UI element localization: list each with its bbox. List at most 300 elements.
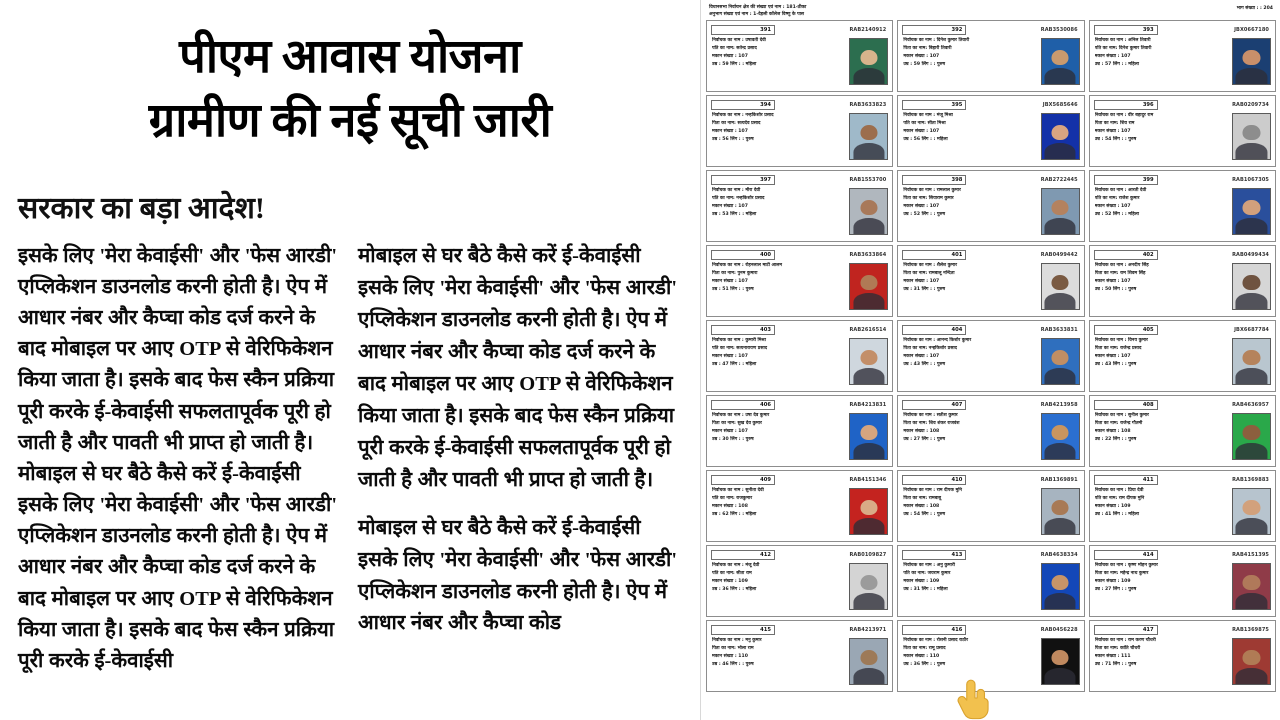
voter-card-header: [902, 99, 1079, 110]
voter-serial-number: 401: [902, 250, 966, 260]
voter-age-gender: उम्र : 30 लिंग : : पुरुष: [712, 436, 754, 442]
voter-house-number: मकान संख्या : 109: [1094, 504, 1131, 509]
voter-age-gender: उम्र : 57 लिंग : : महिला: [1094, 61, 1139, 67]
voter-epic-id: RAB1553700: [849, 176, 887, 183]
voter-fields: [1094, 187, 1230, 235]
voter-card-header: [711, 474, 888, 485]
voter-relation: पिता का नाम: राजेन्द्र प्रसाद: [1094, 346, 1142, 352]
voter-epic-id: RAB0109827: [849, 551, 887, 558]
voter-epic-id: RAB3633831: [1040, 326, 1078, 333]
voter-photo: [1041, 263, 1080, 310]
voter-fields: [1094, 637, 1230, 685]
voter-fields: [711, 37, 847, 85]
voter-name: निर्वाचक का नाम : रोहनलाल माटी आलम: [712, 263, 783, 269]
voter-relation: पिता का नाम: रामबालू नन्दिता: [903, 271, 955, 277]
voter-fields: [1094, 112, 1230, 160]
voter-epic-id: RAB4636957: [1232, 401, 1269, 408]
voter-age-gender: उम्र : 31 लिंग : : महिला: [903, 586, 948, 592]
voter-photo: [1232, 188, 1271, 235]
voter-photo: [1041, 338, 1080, 385]
voter-fields: [902, 637, 1038, 685]
voter-house-number: मकान संख्या : 108: [712, 504, 748, 509]
voter-age-gender: उम्र : 54 लिंग : : पुरुष: [903, 511, 945, 517]
voter-card-header: [711, 549, 888, 560]
voter-fields: [711, 337, 847, 385]
voter-photo: [849, 638, 888, 685]
voter-epic-id: RAB0456228: [1040, 626, 1078, 633]
voter-card-header: [902, 474, 1079, 485]
voter-epic-id: RAB2722445: [1040, 176, 1078, 183]
voter-fields: [711, 562, 847, 610]
voter-card-header: [711, 99, 888, 110]
voter-card-body: [902, 412, 1079, 460]
voter-house-number: मकान संख्या : 108: [903, 504, 940, 509]
voter-serial-number: 415: [711, 625, 775, 635]
voter-epic-id: RAB3633864: [849, 251, 887, 258]
voter-card-header: [902, 249, 1079, 260]
voter-card[interactable]: [897, 245, 1084, 317]
voter-fields: [902, 112, 1038, 160]
voter-relation: पति का नाम: राजेश कुमार: [1094, 196, 1140, 202]
voter-relation: पिता का नाम: बिहारी तिवारी: [903, 46, 952, 52]
voter-house-number: मकान संख्या : 109: [712, 579, 748, 584]
voter-card[interactable]: [1089, 95, 1276, 167]
voter-name: निर्वाचक का नाम : मंजू देवी: [712, 563, 760, 569]
voter-photo: [1232, 413, 1271, 460]
voter-epic-id: RAB3530086: [1040, 26, 1078, 33]
voter-card-header: [711, 249, 888, 260]
voter-name: निर्वाचक का नाम : आरती देवी: [1094, 188, 1147, 194]
voter-card-header: [1094, 549, 1271, 560]
voter-card-body: [1094, 187, 1271, 235]
voter-photo: [1232, 263, 1271, 310]
voter-card[interactable]: [1089, 320, 1276, 392]
voter-age-gender: उम्र : 52 लिंग : : महिला: [1094, 211, 1139, 217]
voter-name: निर्वाचक का नाम : अनु कुमारी: [903, 563, 955, 569]
voter-age-gender: उम्र : 41 लिंग : : महिला: [1094, 511, 1139, 517]
voter-photo: [849, 563, 888, 610]
voter-card[interactable]: [1089, 245, 1276, 317]
voter-house-number: मकान संख्या : 110: [903, 654, 940, 659]
voter-fields: [711, 637, 847, 685]
voter-card[interactable]: [706, 245, 893, 317]
voter-serial-number: 391: [711, 25, 775, 35]
voter-card-body: [711, 262, 888, 310]
voter-relation: पिता का नाम: कांति चौधरी: [1094, 646, 1141, 652]
voter-card[interactable]: [897, 470, 1084, 542]
voter-epic-id: RAB3633823: [849, 101, 887, 108]
voter-house-number: मकान संख्या : 107: [1094, 354, 1131, 359]
voter-card-header: [902, 624, 1079, 635]
voter-epic-id: RAB0209734: [1232, 101, 1269, 108]
voter-house-number: मकान संख्या : 107: [712, 279, 748, 284]
voter-house-number: मकान संख्या : 110: [712, 654, 748, 659]
voter-serial-number: 416: [902, 625, 966, 635]
constituency-line: विधानसभा निर्वाचन क्षेत्र की संख्या एवं नाम : 181-ठीका: [709, 5, 807, 10]
voter-age-gender: उम्र : 36 लिंग : : महिला: [712, 586, 757, 592]
voter-fields: [1094, 487, 1230, 535]
voter-age-gender: उम्र : 31 लिंग : : पुरुष: [903, 286, 945, 292]
voter-relation: पति का नाम: सतेन्द्र प्रसाद: [712, 46, 757, 52]
voter-card-body: [902, 337, 1079, 385]
voter-age-gender: उम्र : 56 लिंग : : महिला: [903, 136, 948, 142]
voter-fields: [902, 337, 1038, 385]
voter-fields: [902, 37, 1038, 85]
voter-photo: [849, 113, 888, 160]
voter-card[interactable]: [1089, 20, 1276, 92]
voter-card-header: [1094, 324, 1271, 335]
voter-name: निर्वाचक का नाम : मीरा देवी: [712, 188, 761, 194]
voter-card-body: [902, 637, 1079, 685]
voter-name: निर्वाचक का नाम : उषावती देवी: [712, 38, 766, 44]
voter-serial-number: 410: [902, 475, 966, 485]
voter-name: निर्वाचक का नाम : रामलाल कुमार: [903, 188, 961, 194]
voter-house-number: मकान संख्या : 107: [712, 54, 748, 59]
voter-serial-number: 411: [1094, 475, 1158, 485]
voter-age-gender: उम्र : 50 लिंग : : पुरुष: [1094, 286, 1137, 292]
voter-epic-id: RAB1067305: [1232, 176, 1269, 183]
voter-relation: पिता का नाम: सुख देव कुमार: [712, 421, 762, 427]
voter-card[interactable]: [1089, 470, 1276, 542]
voter-name: निर्वाचक का नाम : कुमारी मिश्रा: [712, 338, 766, 344]
voter-card-body: [711, 187, 888, 235]
voter-name: निर्वाचक का नाम : अनिल तिवारी: [1094, 38, 1151, 44]
voter-card[interactable]: [1089, 395, 1276, 467]
voter-relation: पति का नाम: नन्हकिशोर प्रसाद: [712, 196, 765, 202]
voter-card-body: [711, 637, 888, 685]
voter-serial-number: 412: [711, 550, 775, 560]
voter-fields: [902, 412, 1038, 460]
voter-fields: [1094, 37, 1230, 85]
voter-card-body: [711, 487, 888, 535]
voter-card[interactable]: [706, 395, 893, 467]
voter-card-header: [902, 549, 1079, 560]
voter-fields: [902, 487, 1038, 535]
voter-serial-number: 397: [711, 175, 775, 185]
voter-epic-id: RAB4151395: [1232, 551, 1269, 558]
voter-card-body: [711, 112, 888, 160]
voter-card[interactable]: [706, 470, 893, 542]
voter-card-body: [711, 412, 888, 460]
voter-epic-id: RAB1369875: [1232, 626, 1269, 633]
voter-epic-id: RAB1369883: [1232, 476, 1269, 483]
voter-house-number: मकान संख्या : 107: [712, 354, 748, 359]
voter-photo: [849, 413, 888, 460]
voter-photo: [1232, 488, 1271, 535]
voter-fields: [902, 562, 1038, 610]
voter-card-header: [902, 24, 1079, 35]
voter-photo: [849, 188, 888, 235]
part-number: भाग संख्या : : 204: [1236, 6, 1273, 11]
voter-fields: [1094, 337, 1230, 385]
voter-relation: पिता का नाम: सियाराम कुमार: [903, 196, 954, 202]
voter-fields: [1094, 562, 1230, 610]
voter-card-header: [711, 324, 888, 335]
voter-card[interactable]: [897, 545, 1084, 617]
voter-card-header: [902, 324, 1079, 335]
voter-photo: [849, 38, 888, 85]
voter-relation: पिता का नाम: भोला राम: [712, 646, 754, 652]
voter-card-body: [1094, 562, 1271, 610]
voter-fields: [1094, 412, 1230, 460]
headline-line-2: ग्रामीण की नई सूची जारी: [148, 94, 552, 147]
voter-fields: [711, 487, 847, 535]
voter-photo: [1041, 113, 1080, 160]
voter-age-gender: उम्र : 71 लिंग : : पुरुष: [1094, 661, 1137, 667]
voter-serial-number: 405: [1094, 325, 1158, 335]
voter-house-number: मकान संख्या : 107: [903, 354, 940, 359]
voter-relation: पिता का नाम: राम शिवम सिंह: [1094, 271, 1146, 277]
voter-serial-number: 395: [902, 100, 966, 110]
voter-relation: पिता का नाम: पुनम कुमारा: [712, 271, 758, 277]
voter-house-number: मकान संख्या : 107: [903, 54, 940, 59]
voter-epic-id: RAB4213958: [1040, 401, 1078, 408]
voter-photo: [849, 338, 888, 385]
document-header-left: [709, 4, 806, 18]
voter-card-body: [1094, 637, 1271, 685]
voter-age-gender: उम्र : 27 लिंग : : पुरुष: [903, 436, 945, 442]
voter-house-number: मकान संख्या : 111: [1094, 654, 1131, 659]
voter-relation: पिता का नाम: रामू प्रसाद: [903, 646, 946, 652]
voter-card[interactable]: [706, 95, 893, 167]
voter-house-number: मकान संख्या : 109: [1094, 579, 1131, 584]
voter-card-body: [1094, 262, 1271, 310]
voter-name: निर्वाचक का नाम : प्रिया देवी: [1094, 488, 1144, 494]
voter-relation: पिता का नाम: नन्हकिशोर प्रसाद: [903, 346, 957, 352]
voter-serial-number: 404: [902, 325, 966, 335]
voter-card-body: [902, 112, 1079, 160]
voter-card-header: [1094, 174, 1271, 185]
voter-photo: [1041, 563, 1080, 610]
voter-name: निर्वाचक का नाम : शैलेश कुमार: [903, 263, 958, 269]
subheadline: सरकार का बड़ा आदेश!: [18, 191, 265, 225]
voter-card-body: [902, 262, 1079, 310]
voter-serial-number: 394: [711, 100, 775, 110]
voter-photo: [1041, 188, 1080, 235]
voter-relation: पति का नाम: जयराम कुमार: [903, 571, 951, 577]
voter-card-header: [902, 399, 1079, 410]
voter-card[interactable]: [706, 620, 893, 692]
voter-card-body: [1094, 487, 1271, 535]
voter-card-body: [1094, 412, 1271, 460]
voter-house-number: मकान संख्या : 109: [903, 579, 940, 584]
voter-age-gender: उम्र : 22 लिंग : : पुरुष: [1094, 436, 1137, 442]
voter-epic-id: RAB2616514: [849, 326, 887, 333]
voter-card-header: [711, 174, 888, 185]
article-column-left: [0, 241, 350, 693]
article-paragraph: इसके लिए 'मेरा केवाईसी' और 'फेस आरडी' एप्लिकेशन डाउनलोड करनी होती है। ऐप में आधार नंबर और कैप्चा कोड दर्ज करने के बाद मोबाइल पर आए OTP से वेरिफिकेशन किया जाता है। इसके बाद फेस स्कैन प्रक्रिया पूरी करके ई-केवाईसी सफलतापूर्वक पूरी हो जाती है और पावती भी प्राप्त हो जाती है।मोबाइल से घर बैठे कैसे करें ई-केवाईसी इसके लिए 'मेरा केवाईसी' और 'फेस आरडी' एप्लिकेशन डाउनलोड करनी होती है। ऐप में आधार नंबर और कैप्चा कोड दर्ज करने के बाद मोबाइल पर आए OTP से वेरिफिकेशन किया जाता है। इसके बाद फेस स्कैन प्रक्रिया पूरी करके ई-केवाईसी: [18, 244, 338, 672]
voter-card[interactable]: [706, 320, 893, 392]
voter-house-number: मकान संख्या : 107: [903, 129, 940, 134]
voter-name: निर्वाचक का नाम : आनन्द किशोर कुमार: [903, 338, 972, 344]
voter-age-gender: उम्र : 53 लिंग : : महिला: [712, 211, 757, 217]
voter-name: निर्वाचक का नाम : विनय कुमार: [1094, 338, 1148, 344]
voter-card[interactable]: [706, 20, 893, 92]
voter-name: निर्वाचक का नाम : मनु कुमार: [712, 638, 762, 644]
voter-relation: पति का नाम: सीता मिश्रा: [903, 121, 946, 127]
voter-card-header: [1094, 474, 1271, 485]
voter-photo: [1041, 38, 1080, 85]
voter-card-header: [1094, 624, 1271, 635]
voter-age-gender: उम्र : 43 लिंग : : पुरुष: [1094, 361, 1137, 367]
voter-card-body: [1094, 112, 1271, 160]
voter-epic-id: JBX6687784: [1234, 326, 1269, 333]
voter-house-number: मकान संख्या : 108: [903, 429, 940, 434]
voter-card-header: [902, 174, 1079, 185]
voter-name: निर्वाचक का नाम : कृष्ण मोहन कुमार: [1094, 563, 1158, 569]
voter-serial-number: 393: [1094, 25, 1158, 35]
voter-relation: पति का नाम: सत्यनारायण प्रसाद: [712, 346, 768, 352]
voter-name: निर्वाचक का नाम : सुनील कुमार: [1094, 413, 1149, 419]
voter-card[interactable]: [897, 395, 1084, 467]
voter-card[interactable]: [897, 320, 1084, 392]
voter-serial-number: 414: [1094, 550, 1158, 560]
voter-epic-id: RAB4638334: [1040, 551, 1078, 558]
voter-serial-number: 413: [902, 550, 966, 560]
voter-relation: पिता का नाम: सत्यदेव प्रसाद: [712, 121, 761, 127]
voter-card[interactable]: [897, 20, 1084, 92]
article-column-right: [350, 241, 700, 693]
voter-card-body: [711, 337, 888, 385]
voter-card-header: [711, 399, 888, 410]
voter-name: निर्वाचक का नाम : राम करण चौधरी: [1094, 638, 1156, 644]
voter-card-header: [1094, 99, 1271, 110]
voter-name: निर्वाचक का नाम : अनदीप सिंह: [1094, 263, 1149, 269]
voter-epic-id: RAB0499442: [1040, 251, 1078, 258]
voter-epic-id: RAB1369891: [1040, 476, 1078, 483]
voter-card[interactable]: [706, 545, 893, 617]
voter-epic-id: RAB0499434: [1232, 251, 1269, 258]
voter-relation: पिता का नाम: राजेन्द्र गौतमी: [1094, 421, 1143, 427]
voter-card[interactable]: [1089, 620, 1276, 692]
voter-card-header: [711, 24, 888, 35]
voter-card-body: [711, 37, 888, 85]
page-title: [18, 26, 682, 154]
voter-card-header: [1094, 399, 1271, 410]
voter-card-grid: [706, 20, 1276, 692]
voter-card[interactable]: [897, 620, 1084, 692]
voter-name: निर्वाचक का नाम : सतीश कुमार: [903, 413, 958, 419]
voter-photo: [849, 488, 888, 535]
voter-serial-number: 408: [1094, 400, 1158, 410]
voter-relation: पिता का नाम: रामबाबू: [903, 496, 942, 502]
voter-name: निर्वाचक का नाम : नन्हकिशोर प्रसाद: [712, 113, 774, 119]
voter-photo: [1232, 338, 1271, 385]
voter-card-body: [902, 487, 1079, 535]
article-columns: [0, 241, 700, 693]
voter-fields: [902, 187, 1038, 235]
voter-house-number: मकान संख्या : 107: [1094, 129, 1131, 134]
voter-house-number: मकान संख्या : 107: [903, 204, 940, 209]
voter-photo: [849, 263, 888, 310]
voter-epic-id: RAB4213831: [849, 401, 887, 408]
voter-name: निर्वाचक का नाम : राम दीपक मुनि: [903, 488, 962, 494]
voter-card[interactable]: [897, 170, 1084, 242]
voter-fields: [711, 187, 847, 235]
voter-serial-number: 402: [1094, 250, 1158, 260]
voter-age-gender: उम्र : 47 लिंग : : महिला: [712, 361, 757, 367]
voter-fields: [1094, 262, 1230, 310]
voter-card-body: [902, 562, 1079, 610]
voter-photo: [1232, 563, 1271, 610]
voter-fields: [902, 262, 1038, 310]
voter-age-gender: उम्र : 62 लिंग : : महिला: [712, 511, 757, 517]
headline-line-1: पीएम आवास योजना: [179, 31, 521, 83]
voter-epic-id: JBX5685646: [1042, 101, 1078, 108]
voter-card-body: [902, 37, 1079, 85]
voter-age-gender: उम्र : 54 लिंग : : पुरुष: [1094, 136, 1137, 142]
voter-card[interactable]: [706, 170, 893, 242]
voter-serial-number: 392: [902, 25, 966, 35]
voter-relation: पति का नाम: राजकुमार: [712, 496, 753, 502]
voter-name: निर्वाचक का नाम : मंजू मिश्रा: [903, 113, 953, 119]
voter-fields: [711, 262, 847, 310]
voter-name: निर्वाचक का नाम : वीर बहादुर राम: [1094, 113, 1154, 119]
voter-card[interactable]: [1089, 545, 1276, 617]
voter-fields: [711, 412, 847, 460]
voter-age-gender: उम्र : 36 लिंग : : पुरुष: [903, 661, 945, 667]
voter-serial-number: 400: [711, 250, 775, 260]
voter-photo: [1232, 113, 1271, 160]
electoral-roll-document: [700, 0, 1280, 720]
voter-serial-number: 398: [902, 175, 966, 185]
voter-photo: [1041, 638, 1080, 685]
voter-serial-number: 406: [711, 400, 775, 410]
voter-serial-number: 407: [902, 400, 966, 410]
voter-card[interactable]: [897, 95, 1084, 167]
voter-card-body: [1094, 337, 1271, 385]
voter-name: निर्वाचक का नाम : सुनीता देवी: [712, 488, 764, 494]
voter-age-gender: उम्र : 51 लिंग : : पुरुष: [712, 286, 754, 292]
voter-relation: पति का नाम: सीता राम: [712, 571, 752, 577]
voter-age-gender: उम्र : 59 लिंग : : पुरुष: [903, 61, 945, 67]
voter-house-number: मकान संख्या : 107: [1094, 279, 1131, 284]
voter-photo: [1232, 38, 1271, 85]
voter-serial-number: 417: [1094, 625, 1158, 635]
article-paragraph: मोबाइल से घर बैठे कैसे करें ई-केवाईसी इसके लिए 'मेरा केवाईसी' और 'फेस आरडी' एप्लिकेशन डाउनलोड करनी होती है। ऐप में आधार नंबर और कैप्चा कोड दर्ज करने के बाद मोबाइल पर आए OTP से वेरिफिकेशन किया जाता है। इसके बाद फेस स्कैन प्रक्रिया पूरी करके ई-केवाईसी सफलतापूर्वक पूरी हो जाती है और पावती भी प्राप्त हो जाती है।: [358, 244, 678, 491]
voter-relation: पिता का नाम: महेन्द्र नाथ कुमार: [1094, 571, 1149, 577]
voter-house-number: मकान संख्या : 107: [712, 204, 748, 209]
voter-card-header: [711, 624, 888, 635]
document-header: [706, 3, 1276, 20]
voter-house-number: मकान संख्या : 107: [1094, 54, 1131, 59]
voter-photo: [1041, 488, 1080, 535]
voter-serial-number: 403: [711, 325, 775, 335]
voter-house-number: मकान संख्या : 107: [712, 129, 748, 134]
voter-relation: पति का नाम: राम दीपक मुनि: [1094, 496, 1145, 502]
voter-age-gender: उम्र : 56 लिंग : : पुरुष: [712, 136, 754, 142]
voter-age-gender: उम्र : 43 लिंग : : पुरुष: [903, 361, 945, 367]
voter-house-number: मकान संख्या : 107: [712, 429, 748, 434]
voter-age-gender: उम्र : 59 लिंग : : महिला: [712, 61, 757, 67]
voter-photo: [1232, 638, 1271, 685]
voter-card-header: [1094, 249, 1271, 260]
voter-relation: पिता का नाम: शिव राम: [1094, 121, 1135, 127]
voter-card[interactable]: [1089, 170, 1276, 242]
voter-name: निर्वाचक का नाम : दिनेश कुमार तिवारी: [903, 38, 970, 44]
voter-card-body: [1094, 37, 1271, 85]
article-paragraph: मोबाइल से घर बैठे कैसे करें ई-केवाईसी इसके लिए 'मेरा केवाईसी' और 'फेस आरडी' एप्लिकेशन डाउनलोड करनी होती है। ऐप में आधार नंबर और कैप्चा कोड: [358, 516, 678, 635]
voter-age-gender: उम्र : 52 लिंग : : पुरुष: [903, 211, 945, 217]
voter-house-number: मकान संख्या : 107: [903, 279, 940, 284]
voter-serial-number: 396: [1094, 100, 1158, 110]
voter-epic-id: RAB2140912: [849, 26, 887, 33]
voter-name: निर्वाचक का नाम : रोशनी प्रसाद राठौर: [903, 638, 968, 644]
voter-card-body: [711, 562, 888, 610]
voter-relation: पति का नाम: दिनेश कुमार तिवारी: [1094, 46, 1152, 52]
voter-fields: [711, 112, 847, 160]
voter-card-body: [902, 187, 1079, 235]
